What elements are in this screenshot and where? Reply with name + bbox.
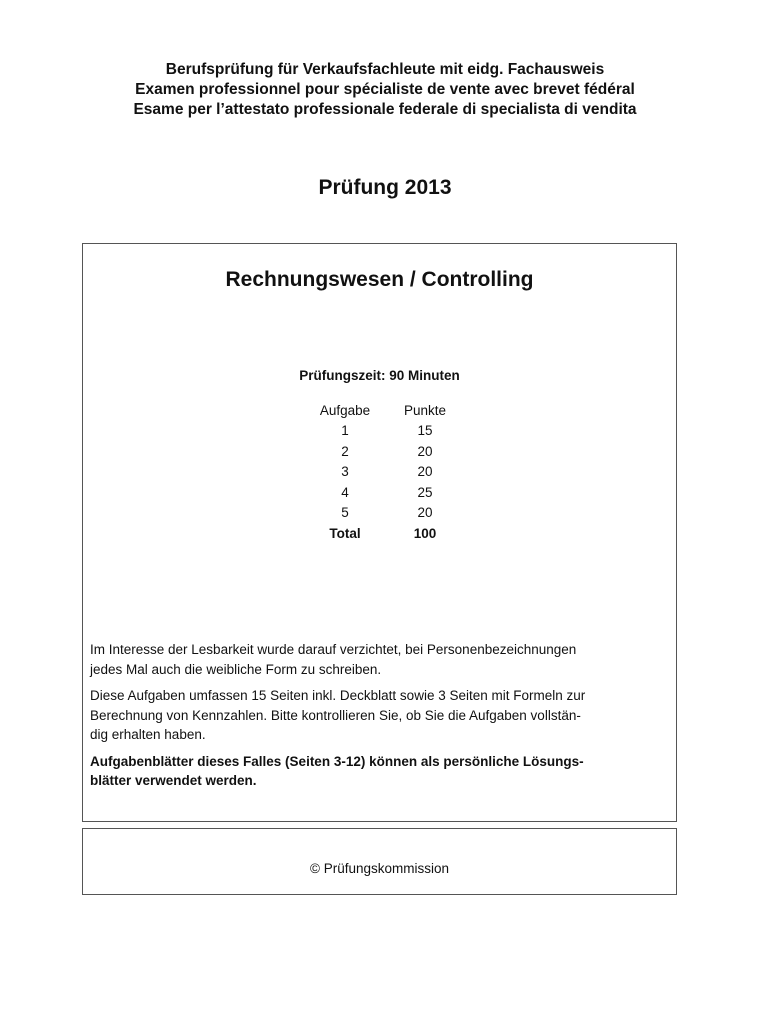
column-header-points: Punkte bbox=[403, 402, 447, 418]
note-solution-sheets bbox=[90, 752, 675, 791]
task-number: 3 bbox=[341, 464, 349, 480]
note-line: Berechnung von Kennzahlen. Bitte kontrollieren Sie, ob Sie die Aufgaben vollstän- bbox=[90, 707, 581, 723]
task-number: 2 bbox=[341, 443, 349, 459]
note-line: jedes Mal auch die weibliche Form zu schreiben. bbox=[90, 661, 382, 677]
task-points: 20 bbox=[417, 505, 433, 521]
table-header-row bbox=[308, 400, 468, 421]
task-points: 15 bbox=[417, 423, 433, 439]
document-header bbox=[0, 60, 770, 120]
footer-box bbox=[82, 828, 677, 895]
task-points: 20 bbox=[417, 464, 433, 480]
note-line: Diese Aufgaben umfassen 15 Seiten inkl. Deckblatt sowie 3 Seiten mit Formeln zur bbox=[90, 688, 586, 703]
exam-info-box bbox=[82, 243, 677, 822]
task-number: 4 bbox=[341, 484, 349, 500]
note-page-count bbox=[90, 686, 675, 745]
task-points: 20 bbox=[417, 443, 433, 459]
exam-title: Prüfung 2013 bbox=[318, 176, 452, 199]
instructions bbox=[90, 640, 675, 798]
table-row bbox=[308, 421, 468, 442]
note-line: Im Interesse der Lesbarkeit wurde darauf verzichtet, bei Personenbezeichnungen bbox=[90, 642, 577, 657]
header-line-german: Berufsprüfung für Verkaufsfachleute mit eidg. Fachausweis bbox=[165, 61, 605, 78]
task-number: 5 bbox=[341, 505, 349, 521]
table-row bbox=[308, 441, 468, 462]
points-table bbox=[308, 400, 468, 544]
note-line: blätter verwendet werden. bbox=[90, 773, 257, 788]
copyright-notice: © Prüfungskommission bbox=[310, 861, 449, 876]
header-line-french: Examen professionnel pour spécialiste de vente avec brevet fédéral bbox=[135, 81, 635, 98]
note-line: dig erhalten haben. bbox=[90, 727, 206, 742]
subject-title: Rechnungswesen / Controlling bbox=[225, 268, 534, 291]
table-total-row bbox=[308, 523, 468, 544]
total-points: 100 bbox=[413, 525, 437, 541]
column-header-task: Aufgabe bbox=[319, 402, 371, 418]
note-line: Aufgabenblätter dieses Falles (Seiten 3-12) können als persönliche Lösungs- bbox=[90, 753, 584, 769]
task-number: 1 bbox=[341, 423, 349, 439]
task-points: 25 bbox=[417, 484, 433, 500]
table-row bbox=[308, 503, 468, 524]
table-row bbox=[308, 462, 468, 483]
table-row bbox=[308, 482, 468, 503]
total-label: Total bbox=[329, 525, 361, 541]
exam-duration: Prüfungszeit: 90 Minuten bbox=[299, 368, 460, 383]
note-gender-language bbox=[90, 640, 675, 679]
header-line-italian: Esame per l’attestato professionale federale di specialista di vendita bbox=[133, 101, 637, 118]
